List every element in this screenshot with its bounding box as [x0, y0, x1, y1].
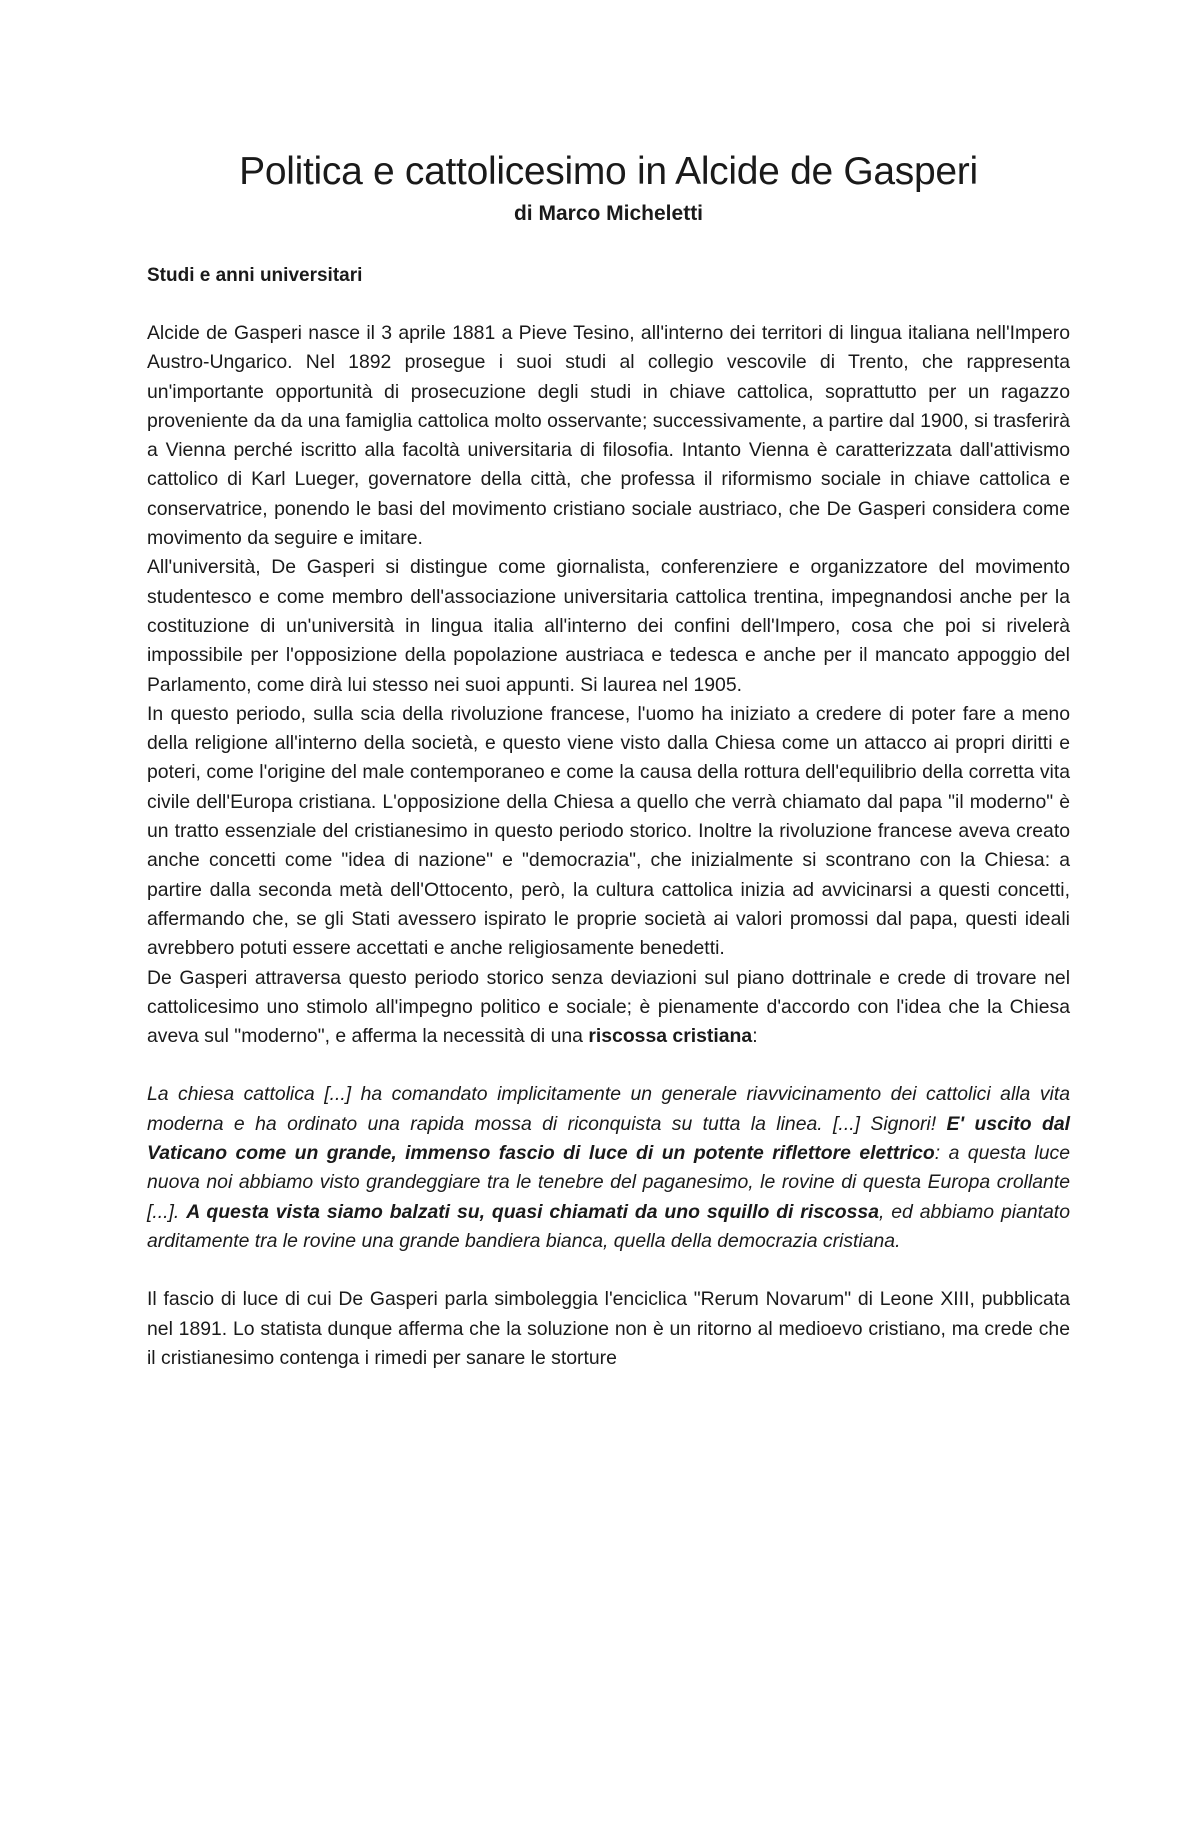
paragraph-3: In questo periodo, sulla scia della rivoluzione francese, l'uomo ha iniziato a credere di poter fare a meno della religione all'interno della società, e questo viene visto dalla Chiesa come un attacco ai propri diritti e poteri, come l'origine del male contemporaneo e come la causa della rottura dell'equilibrio della corretta vita civile dell'Europa cristiana. L'opposizione della Chiesa a quello che verrà chiamato dal papa "il moderno" è un tratto essenziale del cristianesimo in questo periodo storico. Inoltre la rivoluzione francese aveva creato anche concetti come "idea di nazione" e "democrazia", che inizialmente si scontrano con la Chiesa: a partire dalla seconda metà dell'Ottocento, però, la cultura cattolica inizia ad avvicinarsi a questi concetti, affermando che, se gli Stati avessero ispirato le proprie società ai valori promossi dal papa, questi ideali avrebbero potuti essere accettati e anche religiosamente benedetti.	[147, 702, 1070, 960]
paragraph-1: Alcide de Gasperi nasce il 3 aprile 1881 a Pieve Tesino, all'interno dei territori di lingua italiana nell'Impero Austro-Ungarico. Nel 1892 prosegue i suoi studi al collegio vescovile di Trento, che rappresenta un'importante opportunità di prosecuzione degli studi in chiave cattolica, soprattutto per un ragazzo proveniente da da una famiglia cattolica molto osservante; successivamente, a partire dal 1900, si trasferirà a Vienna perché iscritto alla facoltà universitaria di filosofia. Intanto Vienna è caratterizzata dall'attivismo cattolico di Karl Lueger, governatore della città, che professa il riformismo sociale in chiave cattolica e conservatrice, ponendo le basi del movimento cristiano sociale austriaco, che De Gasperi considera come movimento da seguire e imitare.	[147, 322, 1070, 550]
quotation	[147, 1080, 1070, 1256]
spacer	[147, 1051, 1070, 1080]
quote-part-1: La chiesa cattolica [...] ha comandato implicitamente un generale riavvicinamento dei cattolici alla vita moderna e ha ordinato una rapida mossa di riconquista su tutta la linea. [...] Signori!	[147, 1083, 1070, 1135]
paragraph-4	[147, 964, 1070, 1052]
paragraph-4-emphasis: riscossa cristiana	[588, 1025, 753, 1048]
section-heading: Studi e anni universitari	[147, 265, 363, 286]
paragraph-4-text: De Gasperi attraversa questo periodo storico senza deviazioni sul piano dottrinale e crede di trovare nel cattolicesimo uno stimolo all'impegno politico e sociale; è pienamente d'accordo con l'idea che la Chiesa aveva sul "moderno", e afferma la necessità di una	[147, 966, 1070, 1048]
quote-emphasis-1: E' uscito dal Vaticano come un grande, immenso fascio di luce di un potente riflettore elettrico	[147, 1112, 1070, 1165]
paragraph-2: All'università, De Gasperi si distingue come giornalista, conferenziere e organizzatore del movimento studentesco e come membro dell'associazione universitaria cattolica trentina, impegnandosi anche per la costituzione di un'università in lingua italia all'interno dei confini dell'Impero, cosa che poi si rivelerà impossibile per l'opposizione della popolazione austriaca e tedesca e anche per il mancato appoggio del Parlamento, come dirà lui stesso nei suoi appunti. Si laurea nel 1905.	[147, 556, 1070, 696]
quote-part-2: : a questa luce nuova noi abbiamo visto grandeggiare tra le tenebre del paganesimo, le rovine di questa Europa crollante [...].	[147, 1142, 1070, 1223]
document-page	[0, 148, 1200, 1844]
quote-part-3: , ed abbiamo piantato arditamente tra le rovine una grande bandiera bianca, quella della democrazia cristiana.	[147, 1200, 1070, 1252]
document-title: Politica e cattolicesimo in Alcide de Gasperi	[239, 150, 978, 193]
paragraph-4-end: :	[752, 1025, 758, 1048]
document-author: di Marco Micheletti	[513, 202, 704, 225]
quote-emphasis-2: A questa vista siamo balzati su, quasi chiamati da uno squillo di riscossa	[186, 1200, 879, 1223]
body-block	[147, 319, 1070, 1051]
spacer	[147, 1256, 1070, 1285]
paragraph-5: Il fascio di luce di cui De Gasperi parla simboleggia l'enciclica "Rerum Novarum" di Leone XIII, pubblicata nel 1891. Lo statista dunque afferma che la soluzione non è un ritorno al medioevo cristiano, ma crede che il cristianesimo contenga i rimedi per sanare le storture	[147, 1288, 1070, 1369]
